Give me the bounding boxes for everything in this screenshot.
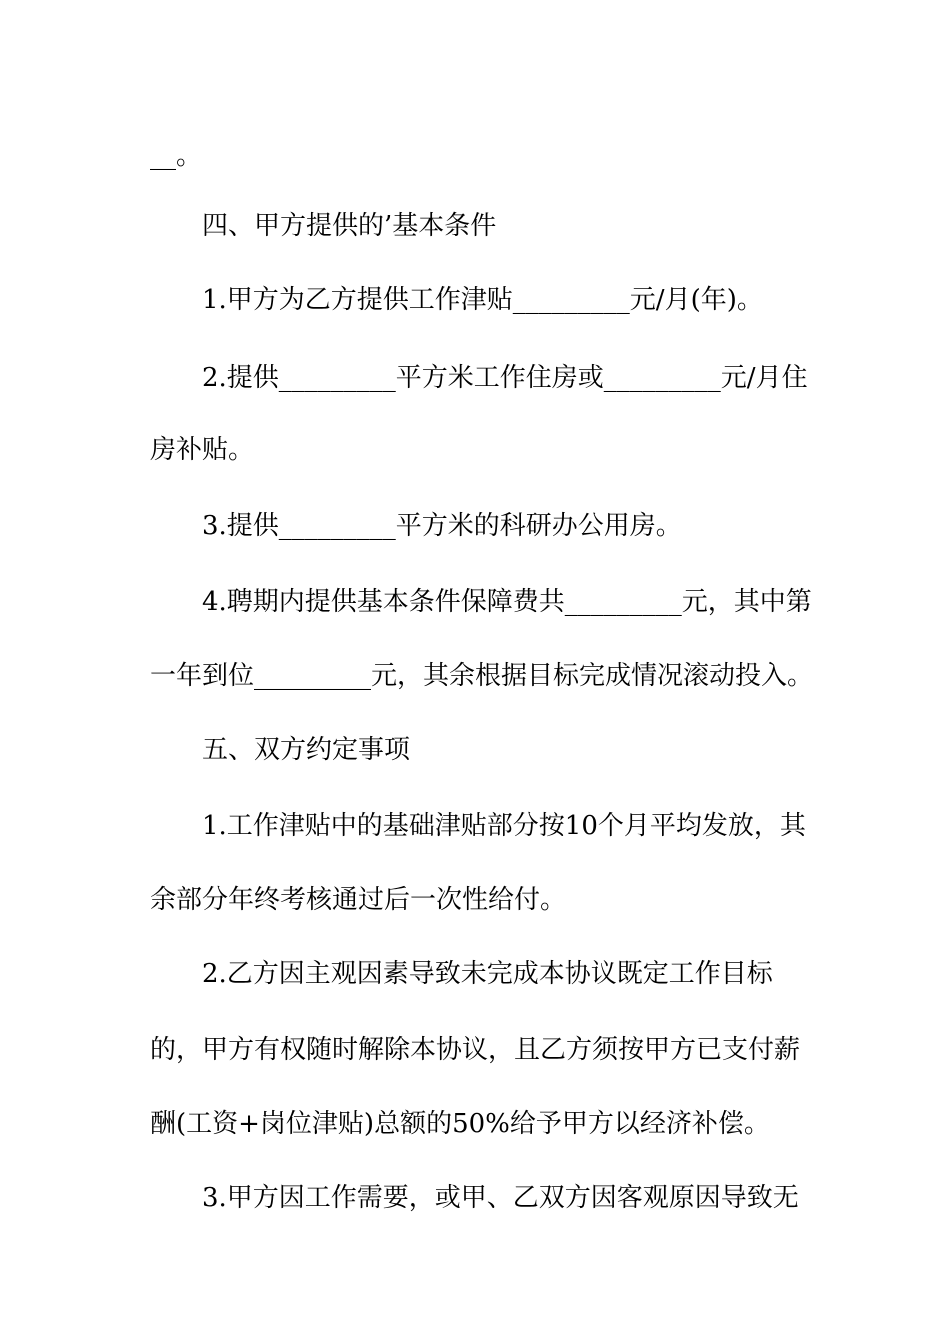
clause-4-3: 3.提供_________平方米的科研办公用房。 (202, 511, 682, 541)
clause-5-1: 1.工作津贴中的基础津贴部分按10个月平均发放，其 (202, 811, 806, 841)
clause-4-2-continued: 房补贴。 (150, 435, 255, 465)
text-line-fragment: __。 (150, 141, 203, 171)
clause-4-4-continued: 一年到位_________元，其余根据目标完成情况滚动投入。 (150, 661, 814, 691)
clause-5-1-continued: 余部分年终考核通过后一次性给付。 (150, 885, 567, 915)
clause-4-1: 1.甲方为乙方提供工作津贴_________元/月(年)。 (202, 285, 763, 315)
clause-4-4: 4.聘期内提供基本条件保障费共_________元，其中第 (202, 587, 812, 617)
section-heading-4: 四、甲方提供的’基本条件 (202, 211, 497, 241)
clause-4-2: 2.提供_________平方米工作住房或_________元/月住 (202, 363, 808, 393)
clause-5-2: 2.乙方因主观因素导致未完成本协议既定工作目标 (202, 959, 773, 989)
clause-5-2-continued: 的，甲方有权随时解除本协议，且乙方须按甲方已支付薪 (150, 1035, 801, 1065)
clause-5-2-continued-2: 酬(工资+岗位津贴)总额的50%给予甲方以经济补偿。 (150, 1109, 770, 1139)
section-heading-5: 五、双方约定事项 (202, 735, 411, 765)
clause-5-3: 3.甲方因工作需要，或甲、乙双方因客观原因导致无 (202, 1183, 799, 1213)
